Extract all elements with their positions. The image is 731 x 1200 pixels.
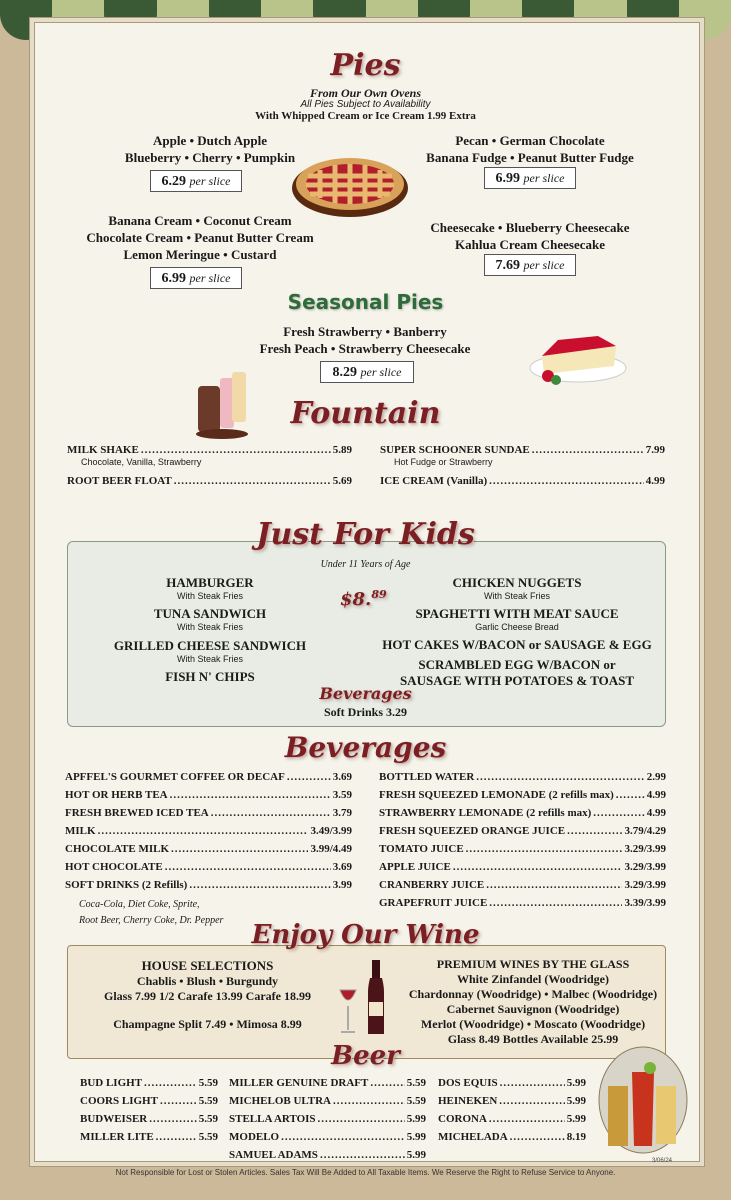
menu-row: STELLA ARTOIS ..... 5.99: [229, 1113, 426, 1131]
menu-row: HOT CHOCOLATE ..... 3.69: [65, 861, 352, 879]
beer-col-1: [80, 1077, 218, 1149]
beer-col-2: [229, 1077, 426, 1167]
kids-beverages-line: Soft Drinks 3.29: [323, 705, 407, 719]
menu-row: MILLER LITE ..... 5.59: [80, 1131, 218, 1149]
menu-row: APPLE JUICE ..... 3.29/3.99: [379, 861, 666, 879]
house-prices: Glass 7.99 1/2 Carafe 13.99 Carafe 18.99: [104, 989, 311, 1003]
beer-image: [598, 1046, 688, 1154]
pies-subtitle-2: All Pies Subject to Availability: [300, 99, 431, 110]
pie-group-3: Banana Cream • Coconut Cream Chocolate Cream • Peanut Butter Cream Lemon Meringue • Custard: [86, 213, 314, 262]
menu-row: MILK ..... 3.49/3.99: [65, 825, 352, 843]
kids-title: Just For Kids: [256, 517, 475, 552]
pie-group-2: Pecan • German Chocolate Banana Fudge • Peanut Butter Fudge: [426, 133, 634, 165]
pie-group-2-price: 6.99 per slice: [484, 167, 576, 189]
menu-row: FRESH SQUEEZED LEMONADE (2 refills max) ..... 4.99: [379, 789, 666, 807]
menu-row: MILLER GENUINE DRAFT ..... 5.59: [229, 1077, 426, 1095]
seasonal-items: Fresh Strawberry • Banberry Fresh Peach • Strawberry Cheesecake: [259, 324, 471, 356]
kids-item: TUNA SANDWICH With Steak Fries: [153, 606, 267, 632]
beverages-title: Beverages: [284, 731, 447, 764]
menu-row: CORONA ..... 5.99: [438, 1113, 586, 1131]
menu-row: FRESH SQUEEZED ORANGE JUICE ..... 3.79/4.29: [379, 825, 666, 843]
beer-title: Beer: [331, 1041, 400, 1071]
menu-row: SOFT DRINKS (2 Refills) ..... 3.99: [65, 879, 352, 897]
footer-date: 3/06/24: [652, 1158, 673, 1164]
house-extra: Champagne Split 7.49 • Mimosa 8.99: [113, 1017, 302, 1031]
menu-row: GRAPEFRUIT JUICE ..... 3.39/3.99: [379, 897, 666, 915]
wine-bottle-image: [338, 958, 394, 1038]
seasonal-title: Seasonal Pies: [287, 290, 444, 314]
pie-group-1-price: 6.29 per slice: [150, 170, 242, 192]
pies-subtitle-3: With Whipped Cream or Ice Cream 1.99 Extra: [255, 110, 476, 122]
fountain-left: [67, 444, 352, 493]
menu-row: HEINEKEN ..... 5.99: [438, 1095, 586, 1113]
pie-group-4: Cheesecake • Blueberry Cheesecake Kahlua Cream Cheesecake: [430, 220, 630, 252]
house-selections-title: HOUSE SELECTIONS: [141, 958, 274, 973]
kids-item: HAMBURGER With Steak Fries: [166, 575, 254, 601]
menu-row-note: Chocolate, Vanilla, Strawberry: [81, 457, 202, 467]
pie-group-1: Apple • Dutch Apple Blueberry • Cherry • Pumpkin: [124, 133, 296, 165]
beer-col-3: [438, 1077, 586, 1149]
menu-row: BUDWEISER ..... 5.59: [80, 1113, 218, 1131]
menu-row-note: Hot Fudge or Strawberry: [394, 457, 493, 467]
seasonal-price: 8.29 per slice: [320, 361, 414, 383]
wine-title: Enjoy Our Wine: [251, 920, 480, 950]
kids-item: FISH N' CHIPS: [165, 669, 255, 684]
kids-price: $8.89: [340, 588, 387, 610]
menu-row: ROOT BEER FLOAT ..... 5.69: [67, 475, 352, 493]
pie-group-4-price: 7.69 per slice: [484, 254, 576, 276]
menu-row: CHOCOLATE MILK ..... 3.99/4.49: [65, 843, 352, 861]
menu-row: BUD LIGHT ..... 5.59: [80, 1077, 218, 1095]
pie-group-3-price: 6.99 per slice: [150, 267, 242, 289]
kids-item: HOT CAKES W/BACON or SAUSAGE & EGG: [382, 637, 652, 652]
menu-row: HOT OR HERB TEA ..... 3.59: [65, 789, 352, 807]
fountain-title: Fountain: [290, 396, 441, 431]
kids-item: CHICKEN NUGGETS With Steak Fries: [452, 575, 582, 601]
beverages-left: [65, 771, 352, 929]
menu-row: MICHELOB ULTRA ..... 5.59: [229, 1095, 426, 1113]
menu-row: ICE CREAM (Vanilla) ..... 4.99: [380, 475, 665, 493]
menu-row: SUPER SCHOONER SUNDAE ..... 7.99: [380, 444, 665, 462]
kids-subtitle: Under 11 Years of Age: [320, 559, 411, 570]
menu-row: DOS EQUIS ..... 5.99: [438, 1077, 586, 1095]
cheesecake-image: [528, 316, 628, 386]
menu-row: CRANBERRY JUICE ..... 3.29/3.99: [379, 879, 666, 897]
fountain-right: [380, 444, 665, 493]
pies-title: Pies: [330, 48, 401, 83]
kids-item: GRILLED CHEESE SANDWICH With Steak Fries: [113, 638, 307, 664]
menu-row: SAMUEL ADAMS ..... 5.99: [229, 1149, 426, 1167]
beverages-right: [379, 771, 666, 915]
menu-row: STRAWBERRY LEMONADE (2 refills max) ..... 4.99: [379, 807, 666, 825]
footer-text: Not Responsible for Lost or Stolen Articles. Sales Tax Will Be Added to All Taxable Items. We Reserve the Right to Refuse Service to Anyone.: [115, 1168, 616, 1177]
house-types: Chablis • Blush • Burgundy: [136, 974, 279, 988]
kids-item: SCRAMBLED EGG W/BACON or SAUSAGE WITH POTATOES & TOAST: [399, 657, 635, 688]
menu-row: FRESH BREWED ICED TEA ..... 3.79: [65, 807, 352, 825]
menu-row: MILK SHAKE ..... 5.89: [67, 444, 352, 462]
menu-row: COORS LIGHT ..... 5.59: [80, 1095, 218, 1113]
pies-subtitle-1: From Our Own Ovens: [309, 86, 422, 100]
menu-row: BOTTLED WATER ..... 2.99: [379, 771, 666, 789]
kids-beverages-title: Beverages: [319, 684, 412, 703]
menu-row: APFFEL'S GOURMET COFFEE OR DECAF ..... 3.69: [65, 771, 352, 789]
menu-row: MODELO ..... 5.99: [229, 1131, 426, 1149]
pie-image: [290, 152, 410, 218]
premium-wines: PREMIUM WINES BY THE GLASS White Zinfandel (Woodridge) Chardonnay (Woodridge) • Malbec (Woodridge) Cabernet Sauvignon (Woodridge) Merlot (Woodridge) • Moscato (Woodridge) Glass 8.49 Bottles Available 25.99: [408, 957, 658, 1046]
menu-row: TOMATO JUICE ..... 3.29/3.99: [379, 843, 666, 861]
menu-row: MICHELADA ..... 8.19: [438, 1131, 586, 1149]
soft-drink-note: Coca-Cola, Diet Coke, Sprite, Root Beer, Cherry Coke, Dr. Pepper: [79, 899, 224, 926]
kids-item: SPAGHETTI WITH MEAT SAUCE Garlic Cheese Bread: [415, 606, 619, 632]
